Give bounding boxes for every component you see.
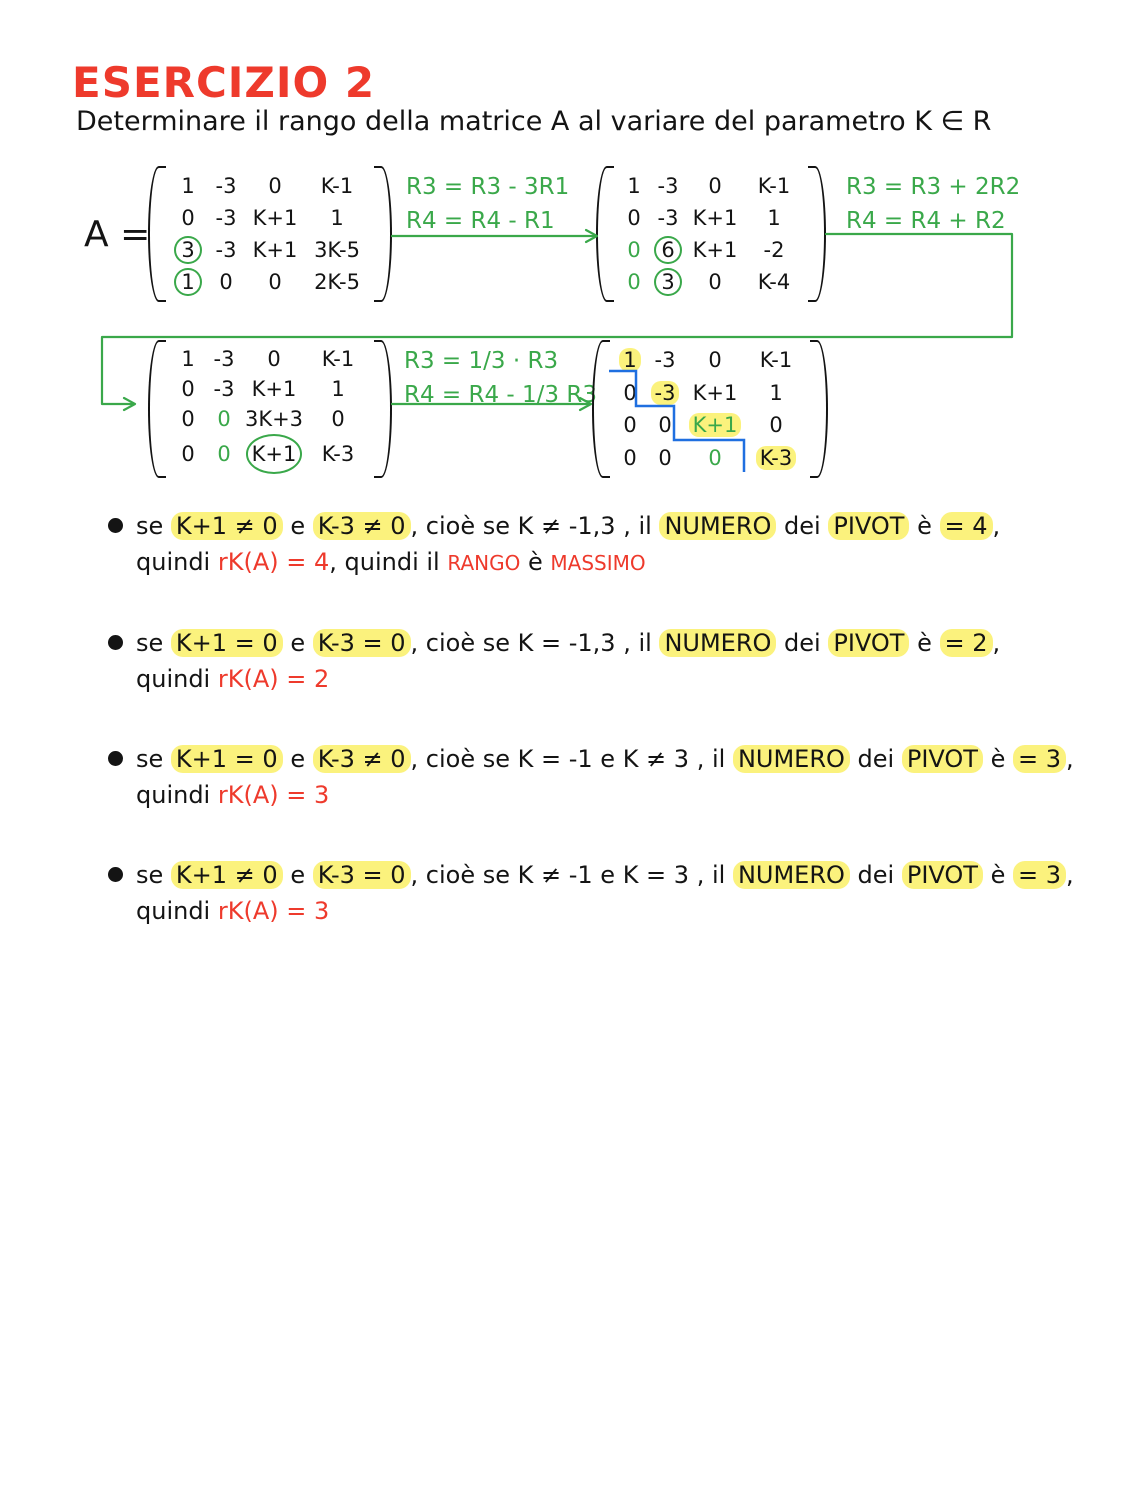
case-e: e bbox=[290, 745, 306, 773]
matrix-cell: 0 bbox=[181, 206, 195, 230]
matrix-cell: 0 bbox=[623, 413, 637, 438]
matrix-cell: 0 bbox=[708, 348, 722, 373]
matrix-cell: K+1 bbox=[692, 206, 738, 230]
case-result bbox=[136, 544, 1106, 581]
row-operation: R4 = R4 + R2 bbox=[846, 208, 1006, 234]
case-item bbox=[106, 857, 1106, 929]
case-cioe: , cioè se K ≠ -1 e K = 3 , il bbox=[410, 861, 726, 889]
condition: K-3 ≠ 0 bbox=[313, 745, 411, 773]
pivot-entry: K+1 bbox=[689, 413, 742, 437]
matrix-cell: 0 bbox=[623, 445, 637, 470]
matrix-cell: 3K-5 bbox=[314, 238, 360, 262]
case-se: se bbox=[136, 512, 164, 540]
matrix-cell: 0 bbox=[623, 380, 637, 405]
case-cioe: , cioè se K = -1,3 , il bbox=[410, 629, 652, 657]
matrix-cell: -2 bbox=[763, 238, 785, 262]
matrix-cell: 0 bbox=[181, 376, 195, 401]
pivot-label: PIVOT bbox=[902, 861, 983, 889]
rank-result: rK(A) = 4 bbox=[217, 548, 330, 576]
case-se: se bbox=[136, 861, 164, 889]
condition: K+1 ≠ 0 bbox=[171, 512, 283, 540]
case-verb: è bbox=[917, 512, 932, 540]
case-line bbox=[136, 857, 1106, 893]
condition: K-3 = 0 bbox=[313, 861, 411, 889]
matrix-cell: 1 bbox=[181, 174, 195, 198]
matrix-cell: 1 bbox=[181, 346, 195, 371]
matrix-cell: -3 bbox=[213, 346, 235, 371]
matrix-label: A = bbox=[84, 214, 151, 255]
matrix-cell: 0 bbox=[217, 406, 231, 431]
matrix-cell: 0 bbox=[708, 174, 722, 198]
bullet-icon bbox=[108, 751, 123, 766]
matrix-cell: 1 bbox=[767, 206, 781, 230]
case-comma: , bbox=[1066, 745, 1074, 773]
matrix-cell: K+1 bbox=[692, 380, 738, 405]
case-result bbox=[136, 893, 1106, 929]
circled-entry: 3 bbox=[654, 268, 681, 296]
matrix-cell: 1 bbox=[331, 376, 345, 401]
matrix-cell: 0 bbox=[181, 406, 195, 431]
numero-label: NUMERO bbox=[659, 512, 776, 540]
rank-result: rK(A) = 3 bbox=[217, 897, 330, 925]
pivot-label: PIVOT bbox=[828, 629, 909, 657]
case-extra-e: è bbox=[527, 548, 543, 576]
matrix-cell: 0 bbox=[268, 270, 282, 294]
case-result bbox=[136, 777, 1106, 813]
pivot-entry: 1 bbox=[619, 348, 640, 372]
matrix-cell: 0 bbox=[658, 445, 672, 470]
case-extra-sep: , quindi il bbox=[329, 548, 440, 576]
case-quindi: quindi bbox=[136, 897, 211, 925]
case-line bbox=[136, 625, 1106, 661]
staircase-line bbox=[609, 371, 744, 472]
circled-entry: 3 bbox=[174, 236, 201, 264]
case-cioe: , cioè se K ≠ -1,3 , il bbox=[410, 512, 652, 540]
case-list bbox=[106, 508, 1106, 973]
case-cioe: , cioè se K = -1 e K ≠ 3 , il bbox=[410, 745, 726, 773]
matrix-cell: K+1 bbox=[252, 206, 298, 230]
matrix-cell: 1 bbox=[627, 174, 641, 198]
matrix-cell: K-1 bbox=[321, 346, 355, 371]
condition: K-3 = 0 bbox=[313, 629, 411, 657]
matrix-cell: 1 bbox=[769, 380, 783, 405]
case-quindi: quindi bbox=[136, 781, 211, 809]
pivot-entry: -3 bbox=[651, 381, 680, 405]
row-operation: R3 = 1/3 · R3 bbox=[404, 348, 559, 374]
matrix-cell: -3 bbox=[215, 238, 237, 262]
case-line bbox=[136, 741, 1106, 777]
matrix-cell: 0 bbox=[627, 270, 641, 294]
pivot-count: = 4 bbox=[940, 512, 993, 540]
matrix-cell: 0 bbox=[627, 206, 641, 230]
condition: K+1 = 0 bbox=[171, 629, 283, 657]
circled-entry: K+1 bbox=[246, 434, 303, 474]
case-se: se bbox=[136, 745, 164, 773]
matrix-cell: K+1 bbox=[251, 376, 297, 401]
case-verb: è bbox=[990, 745, 1006, 773]
matrix-cell: 0 bbox=[708, 270, 722, 294]
matrix-cell: 0 bbox=[219, 270, 233, 294]
pivot-label: PIVOT bbox=[828, 512, 909, 540]
case-comma: , bbox=[1066, 861, 1074, 889]
case-quindi: quindi bbox=[136, 548, 211, 576]
circled-entry: 6 bbox=[654, 236, 681, 264]
rank-note: MASSIMO bbox=[550, 551, 646, 575]
case-comma: , bbox=[992, 512, 1001, 540]
connector-line bbox=[102, 234, 1012, 404]
matrix-cell: 0 bbox=[181, 441, 195, 466]
matrix-cell: 2K-5 bbox=[314, 270, 360, 294]
matrix-cell: K+1 bbox=[692, 238, 738, 262]
bullet-icon bbox=[108, 518, 123, 533]
case-verb: è bbox=[917, 629, 932, 657]
case-item bbox=[106, 625, 1106, 697]
rank-note: RANGO bbox=[447, 551, 521, 575]
row-operation: R4 = R4 - R1 bbox=[406, 208, 555, 234]
numero-label: NUMERO bbox=[733, 745, 850, 773]
matrix-cell: K-1 bbox=[320, 174, 354, 198]
row-operation: R3 = R3 + 2R2 bbox=[846, 174, 1021, 200]
matrix-cell: K+1 bbox=[252, 238, 298, 262]
matrix-cell: -3 bbox=[657, 206, 679, 230]
case-dei: dei bbox=[784, 512, 821, 540]
bullet-icon bbox=[108, 867, 123, 882]
numero-label: NUMERO bbox=[733, 861, 850, 889]
bullet-icon bbox=[108, 635, 123, 650]
row-operation: R3 = R3 - 3R1 bbox=[406, 174, 570, 200]
condition: K+1 ≠ 0 bbox=[171, 861, 283, 889]
matrix-cell: 0 bbox=[268, 174, 282, 198]
matrix-cell: K-4 bbox=[757, 270, 791, 294]
case-line bbox=[136, 508, 1106, 544]
matrix-cell: 0 bbox=[658, 413, 672, 438]
matrix-cell: -3 bbox=[213, 376, 235, 401]
matrix-cell: K-1 bbox=[757, 174, 791, 198]
matrix-cell: -3 bbox=[657, 174, 679, 198]
case-e: e bbox=[290, 512, 306, 540]
matrix-cell: 1 bbox=[330, 206, 344, 230]
exercise-prompt: Determinare il rango della matrice A al variare del parametro K ∈ R bbox=[76, 106, 992, 137]
matrix-cell: 0 bbox=[267, 346, 281, 371]
condition: K-3 ≠ 0 bbox=[313, 512, 411, 540]
case-dei: dei bbox=[784, 629, 821, 657]
pivot-label: PIVOT bbox=[902, 745, 983, 773]
case-e: e bbox=[290, 861, 306, 889]
case-item bbox=[106, 508, 1106, 581]
matrix-cell: -3 bbox=[215, 206, 237, 230]
pivot-count: = 2 bbox=[940, 629, 993, 657]
condition: K+1 = 0 bbox=[171, 745, 283, 773]
case-quindi: quindi bbox=[136, 665, 211, 693]
pivot-count: = 3 bbox=[1013, 745, 1066, 773]
matrix-cell: K-3 bbox=[321, 441, 355, 466]
matrix-cell: 0 bbox=[331, 406, 345, 431]
row-operation: R4 = R4 - 1/3 R3 bbox=[404, 382, 597, 408]
circled-entry: 1 bbox=[174, 268, 201, 296]
matrix-cell: K-1 bbox=[759, 348, 793, 373]
pivot-count: = 3 bbox=[1013, 861, 1066, 889]
case-dei: dei bbox=[857, 745, 895, 773]
matrix-cell: -3 bbox=[215, 174, 237, 198]
exercise-title: ESERCIZIO 2 bbox=[72, 58, 376, 107]
matrix-cell: 0 bbox=[708, 445, 722, 470]
case-item bbox=[106, 741, 1106, 813]
matrix-cell: 0 bbox=[627, 238, 641, 262]
rank-result: rK(A) = 2 bbox=[217, 665, 330, 693]
case-se: se bbox=[136, 629, 164, 657]
case-dei: dei bbox=[857, 861, 895, 889]
case-verb: è bbox=[990, 861, 1006, 889]
case-comma: , bbox=[992, 629, 1001, 657]
matrix-cell: 0 bbox=[769, 413, 783, 438]
numero-label: NUMERO bbox=[659, 629, 776, 657]
matrix-cell: -3 bbox=[654, 348, 676, 373]
case-e: e bbox=[290, 629, 306, 657]
matrix-cell: 0 bbox=[217, 441, 231, 466]
pivot-entry: K-3 bbox=[756, 446, 797, 470]
rank-result: rK(A) = 3 bbox=[217, 781, 330, 809]
case-result bbox=[136, 661, 1106, 697]
matrix-cell: 3K+3 bbox=[244, 406, 304, 431]
